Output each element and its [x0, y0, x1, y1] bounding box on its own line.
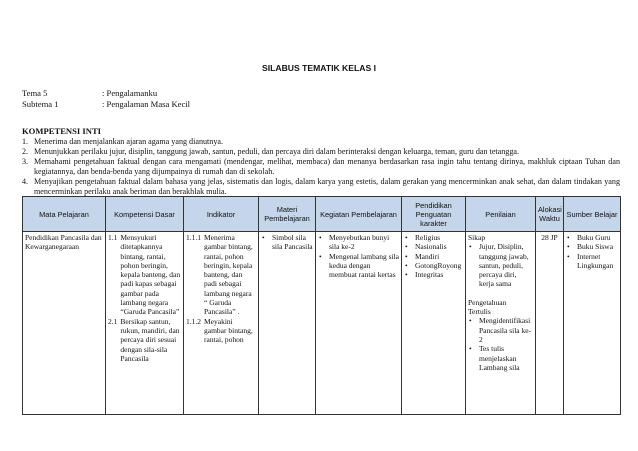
kegiatan-item: • Menyebutkan bunyi sila ke-2: [318, 233, 399, 252]
penilaian-peng-item: • Tes tulis menjelaskan Lambang sila: [468, 344, 533, 372]
ki-item: [22, 157, 620, 177]
indikator-text: Meyakini gambar bintang, rantai, pohon: [204, 316, 253, 345]
ppk-item: • Religius: [404, 233, 463, 242]
indikator-num: 1.1.2: [186, 316, 201, 326]
col-header-indikator: Indikator: [184, 197, 259, 232]
ppk-item: • GotongRoyong: [404, 261, 463, 270]
col-header-kd: Kompetensi Dasar: [106, 197, 184, 232]
page-title: SILABUS TEMATIK KELAS I: [262, 63, 376, 73]
ki-text: Menunjukkan perilaku jujur, disiplin, tanggung jawab, santun, peduli, dan percaya diri dalam berinteraksi dengan keluarga, teman, guru dan tetangga.: [34, 147, 520, 156]
col-header-ppk: Pendidikan Penguatan karakter: [402, 197, 466, 232]
cell-mapel: Pendidikan Pancasila dan Kewarganegaraan: [23, 232, 106, 415]
table-row: [23, 232, 621, 415]
ki-num: 3.: [22, 157, 29, 166]
meta-subtema: [22, 99, 190, 110]
col-header-alokasi: Alokasi Waktu: [536, 197, 564, 232]
ki-text: Memahami pengetahuan faktual dengan cara mengamati (mendengar, melihat, membaca) dan menanya berdasarkan rasa ingin tahu tentang dirinya, makhluk ciptaan Tuhan dan kegiatannya, dan benda-benda yang dijumpainya di rumah dan di sekolah.: [34, 157, 620, 176]
meta-value: : Pengalaman Masa Kecil: [102, 99, 191, 109]
cell-indikator: [184, 232, 259, 415]
penilaian-peng-label: Pengetahuan: [468, 297, 507, 307]
cell-ppk: [402, 232, 466, 415]
ki-list: [22, 137, 620, 197]
meta-key: Subtema 1: [22, 99, 59, 109]
col-header-kegiatan: Kegiatan Pembelajaran: [316, 197, 402, 232]
ki-item: [22, 177, 620, 197]
sumber-item: • Buku Siswa: [566, 242, 618, 251]
materi-item: • Simbol sila sila Pancasila: [261, 233, 313, 252]
ki-heading: KOMPETENSI INTI: [22, 126, 102, 136]
silabus-table: [22, 196, 621, 415]
ppk-item: • Nasionalis: [404, 242, 463, 251]
ki-num: 4.: [22, 177, 29, 186]
kd-item: [108, 317, 181, 363]
penilaian-peng-item: • Mengidentifikasi Pancasila sila ke-2: [468, 316, 533, 344]
indikator-num: 1.1.1: [186, 233, 201, 242]
col-header-sumber: Sumber Belajar: [564, 197, 621, 232]
sumber-item: • Buku Guru: [566, 233, 618, 242]
ki-num: 1.: [22, 137, 29, 146]
indikator-text: Menerima gambar bintang, rantai, pohon beringin, kepala banteng, dan padi sebagai lambang negara “ Garuda Pancasila” .: [204, 233, 253, 317]
table-header-row: [23, 197, 621, 232]
col-header-mapel: Mata Pelajaran: [23, 197, 106, 232]
cell-kd: [106, 232, 184, 415]
col-header-penilaian: Penilaian: [466, 197, 536, 232]
cell-materi: [259, 232, 316, 415]
meta-key: Tema 5: [22, 88, 48, 98]
cell-kegiatan: [316, 232, 402, 415]
kd-num: 2.1: [108, 316, 118, 326]
meta-value: : Pengalamanku: [102, 88, 158, 98]
ki-text: Menyajikan pengetahuan faktual dalam bahasa yang jelas, sistematis dan logis, dalam karya yang estetis, dalam gerakan yang mencerminkan anak sehat, dan dalam tindakan yang mencerminkan perilaku anak beriman dan berakhlak mulia.: [34, 177, 620, 196]
sumber-item: • Internet Lingkungan: [566, 252, 618, 271]
ppk-item: • Integritas: [404, 270, 463, 279]
indikator-item: [186, 233, 256, 317]
cell-sumber: [564, 232, 621, 415]
kd-text: Bersikap santun, rukun, mandiri, dan percaya diri sesuai dengan sila-sila Pancasila: [120, 316, 180, 363]
cell-penilaian: [466, 232, 536, 415]
penilaian-tertulis-label: Tertulis: [468, 307, 491, 317]
ppk-item: • Mandiri: [404, 252, 463, 261]
penilaian-sikap-label: Sikap: [468, 233, 486, 242]
ki-item: [22, 147, 620, 157]
ki-num: 2.: [22, 147, 29, 156]
kd-num: 1.1: [108, 233, 118, 242]
ki-text: Menerima dan menjalankan ajaran agama yang dianutnya.: [34, 137, 223, 146]
ki-item: [22, 137, 620, 147]
meta-tema: [22, 88, 157, 99]
indikator-item: [186, 317, 256, 345]
col-header-materi: Materi Pembelajaran: [259, 197, 316, 232]
cell-alokasi: 28 JP: [536, 232, 564, 415]
kd-text: Mensyukuri ditetapkannya bintang, rantai, pohon beringin, kepala banteng, dan padi kapas sebagai gambar pada lambang negara “Garuda Pancasila”: [120, 233, 181, 317]
penilaian-sikap-item: • Jujur, Disiplin, tanggung jawab, santun, peduli, percaya diri, kerja sama: [468, 242, 533, 288]
kd-item: [108, 233, 181, 317]
kegiatan-item: • Mengenal lambang sila kedua dengan membuat rantai kertas: [318, 252, 399, 280]
